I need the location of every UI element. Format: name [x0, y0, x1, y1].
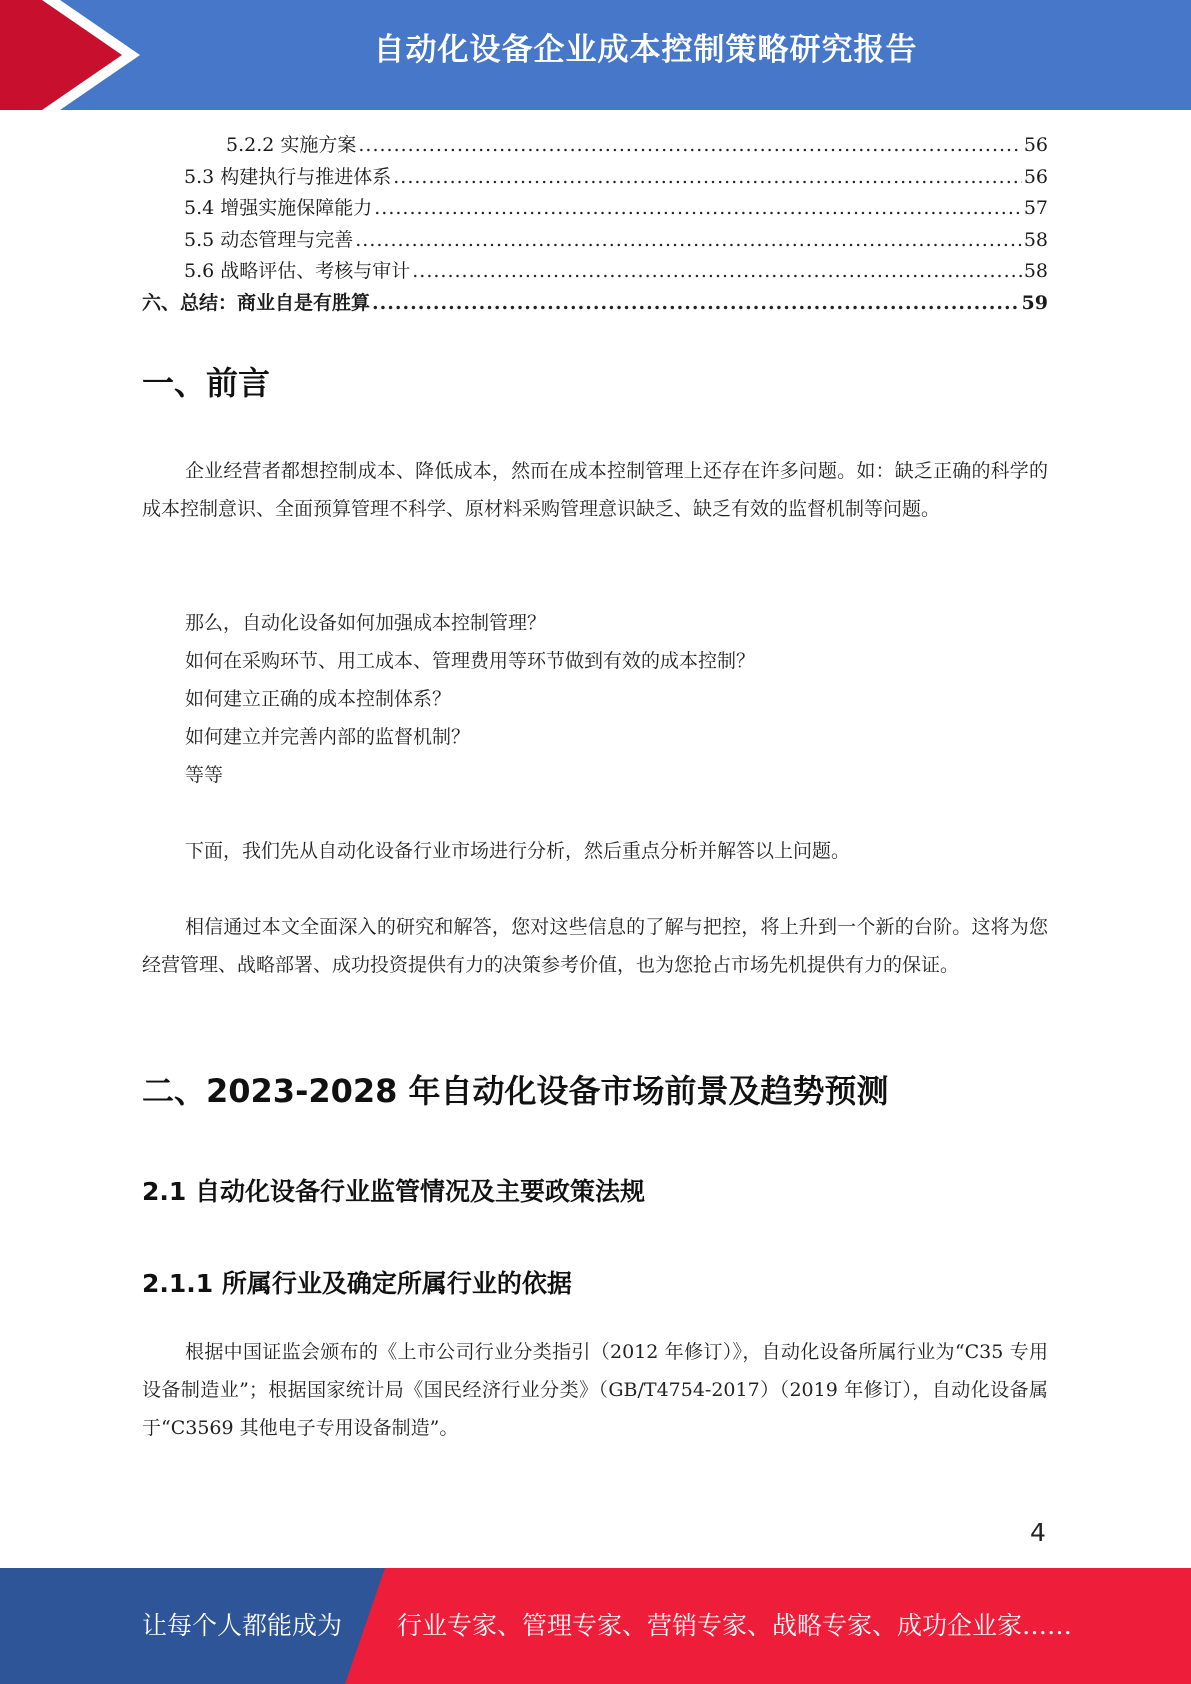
toc-leader-dots: [372, 288, 1020, 320]
table-of-contents: [142, 130, 1048, 319]
toc-entry-page: 58: [1023, 228, 1048, 251]
toc-entry-label: 5.2.2 实施方案: [226, 130, 358, 162]
toc-entry-page: 59: [1021, 291, 1048, 314]
preface-paragraph-3: 相信通过本文全面深入的研究和解答，您对这些信息的了解与把控，将上升到一个新的台阶。这将为您经营管理、战略部署、成功投资提供有力的决策参考价值，也为您抢占市场先机提供有力的保证。: [142, 916, 1048, 976]
preface-paragraph-2: 下面，我们先从自动化设备行业市场进行分析，然后重点分析并解答以上问题。: [185, 840, 851, 862]
question-line: 如何在采购环节、用工成本、管理费用等环节做到有效的成本控制？: [185, 650, 756, 672]
subsection-heading: 2.1 自动化设备行业监管情况及主要政策法规: [142, 1177, 645, 1206]
page-header: [0, 0, 1191, 110]
question-line: 如何建立并完善内部的监督机制？: [185, 726, 471, 748]
toc-entry-label: 5.6 战略评估、考核与审计: [184, 256, 412, 288]
toc-entry[interactable]: [142, 193, 1048, 225]
toc-entry-label: 5.5 动态管理与完善: [184, 225, 355, 257]
toc-leader-dots: [393, 162, 1022, 194]
toc-entry-label: 六、总结：商业自是有胜算: [142, 288, 372, 320]
toc-leader-dots: [358, 130, 1021, 162]
header-title: 自动化设备企业成本控制策略研究报告: [373, 32, 918, 68]
section-heading-preface: 一、前言: [142, 364, 271, 402]
toc-entry-page: 56: [1023, 165, 1048, 188]
subsection-heading: 2.1.1 所属行业及确定所属行业的依据: [142, 1269, 572, 1298]
toc-entry-label: 5.3 构建执行与推进体系: [184, 162, 393, 194]
page-number: 4: [1030, 1518, 1046, 1547]
toc-entry-page: 57: [1023, 197, 1048, 219]
toc-entry[interactable]: [142, 288, 1048, 320]
toc-entry-page: 56: [1023, 134, 1048, 156]
footer-slogan-left: 让每个人都能成为: [142, 1611, 343, 1640]
toc-leader-dots: [412, 256, 1022, 288]
section-heading-market: 二、2023-2028 年自动化设备市场前景及趋势预测: [142, 1072, 889, 1110]
footer-slogan-right: 行业专家、管理专家、营销专家、战略专家、成功企业家……: [397, 1611, 1073, 1640]
question-line: 那么，自动化设备如何加强成本控制管理？: [185, 612, 547, 634]
question-line: 等等: [185, 764, 224, 786]
toc-leader-dots: [374, 193, 1022, 225]
toc-entry[interactable]: [142, 130, 1048, 162]
question-line: 如何建立正确的成本控制体系？: [185, 688, 452, 710]
toc-leader-dots: [355, 225, 1022, 257]
preface-paragraph-1: 企业经营者都想控制成本、降低成本，然而在成本控制管理上还存在许多问题。如：缺乏正确的科学的成本控制意识、全面预算管理不科学、原材料采购管理意识缺乏、缺乏有效的监督机制等问题。: [142, 460, 1048, 520]
industry-paragraph: 根据中国证监会颁布的《上市公司行业分类指引（2012 年修订）》，自动化设备所属行业为“C35 专用设备制造业”；根据国家统计局《国民经济行业分类》（GB/T4754-2017）（2019 年修订），自动化设备属于“C3569 其他电子专用设备制造”。: [142, 1341, 1048, 1439]
page-footer: [0, 1568, 1191, 1684]
toc-entry[interactable]: [142, 225, 1048, 257]
toc-entry[interactable]: [142, 162, 1048, 194]
toc-entry[interactable]: [142, 256, 1048, 288]
toc-entry-label: 5.4 增强实施保障能力: [184, 193, 374, 225]
toc-entry-page: 58: [1023, 260, 1048, 282]
